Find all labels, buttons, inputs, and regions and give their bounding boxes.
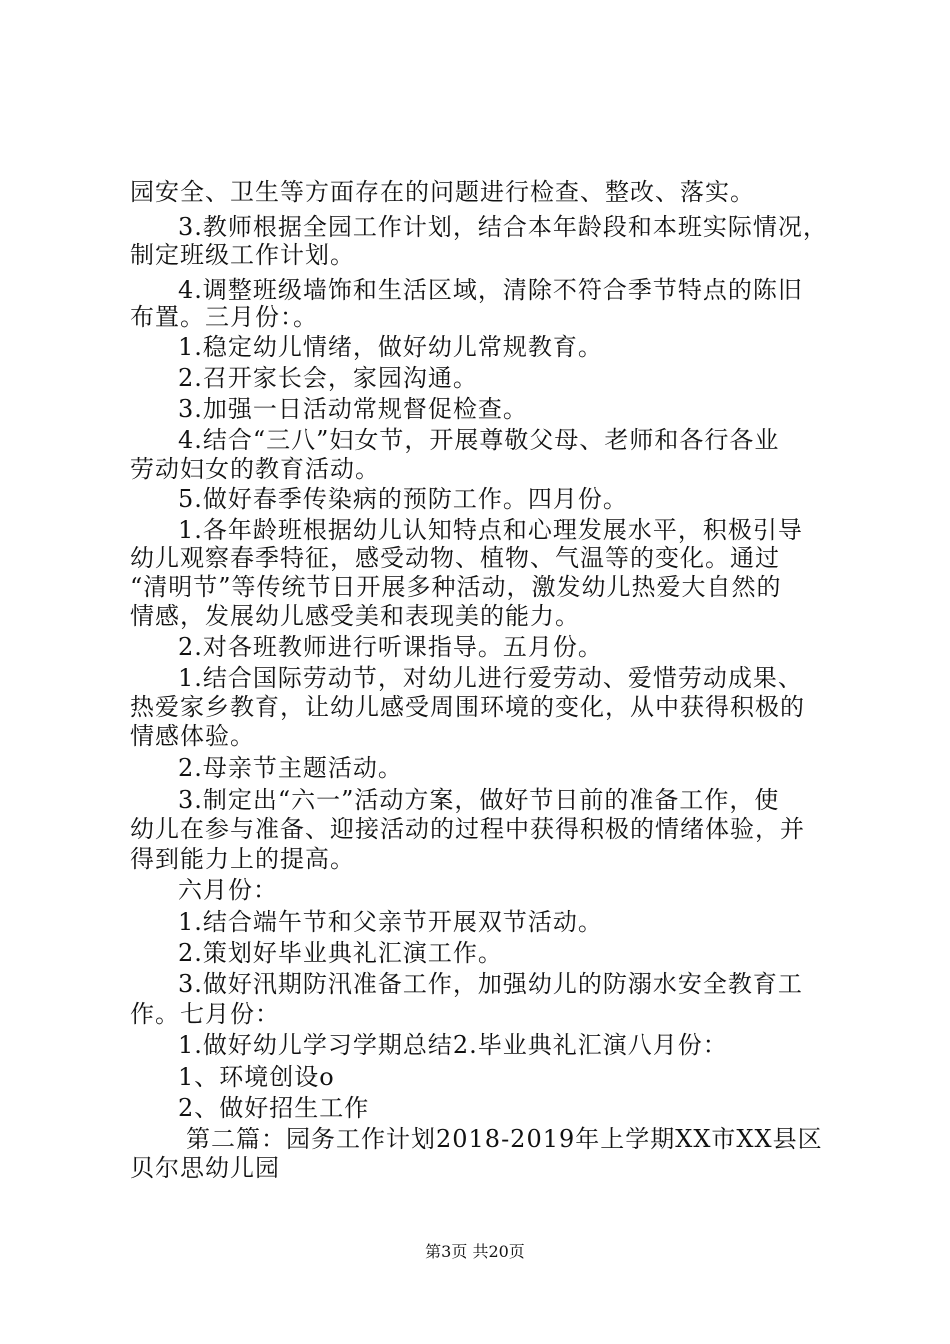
body-line: 3.做好汛期防汛准备工作，加强幼儿的防溺水安全教育工 — [178, 970, 803, 998]
body-line: 2.策划好毕业典礼汇演工作。 — [178, 939, 503, 967]
body-line: 六月份： — [178, 876, 278, 904]
body-line: 作。七月份： — [130, 1000, 280, 1028]
body-line: 1、环境创设o — [178, 1063, 335, 1091]
body-line: 2.对各班教师进行听课指导。五月份。 — [178, 633, 603, 661]
body-line: 制定班级工作计划。 — [130, 241, 355, 269]
body-line: 2.召开家长会，家园沟通。 — [178, 364, 478, 392]
body-line: 得到能力上的提高。 — [130, 845, 355, 873]
body-line: 幼儿观察春季特征，感受动物、植物、气温等的变化。通过 — [130, 544, 780, 572]
page-number-footer: 第3页 共20页 — [425, 1242, 525, 1261]
section-heading-continued: 贝尔思幼儿园 — [130, 1154, 280, 1182]
body-line: 5.做好春季传染病的预防工作。四月份。 — [178, 485, 628, 513]
body-line: 热爱家乡教育，让幼儿感受周围环境的变化，从中获得积极的 — [130, 693, 805, 721]
body-line: 4.结合“三八”妇女节，开展尊敬父母、老师和各行各业 — [178, 426, 780, 454]
body-line: 3.教师根据全园工作计划，结合本年龄段和本班实际情况， — [178, 213, 828, 241]
body-line: 4.调整班级墙饰和生活区域，清除不符合季节特点的陈旧 — [178, 276, 803, 304]
body-line: 3.制定出“六一”活动方案，做好节日前的准备工作，使 — [178, 786, 780, 814]
body-line: 3.加强一日活动常规督促检查。 — [178, 395, 528, 423]
section-heading: 第二篇：园务工作计划2018-2019年上学期XX市XX县区 — [186, 1125, 823, 1153]
body-line: 园安全、卫生等方面存在的问题进行检查、整改、落实。 — [130, 178, 755, 206]
body-line: 布置。三月份：。 — [130, 303, 318, 331]
body-line: 幼儿在参与准备、迎接活动的过程中获得积极的情绪体验，并 — [130, 815, 805, 843]
body-line: 1.做好幼儿学习学期总结2.毕业典礼汇演八月份： — [178, 1031, 728, 1059]
body-line: 情感体验。 — [130, 722, 255, 750]
body-line: 1.稳定幼儿情绪，做好幼儿常规教育。 — [178, 333, 603, 361]
body-line: 2.母亲节主题活动。 — [178, 754, 403, 782]
body-line: 劳动妇女的教育活动。 — [130, 455, 380, 483]
body-line: 1.结合端午节和父亲节开展双节活动。 — [178, 908, 603, 936]
body-line: 情感，发展幼儿感受美和表现美的能力。 — [130, 602, 580, 630]
body-line: 1.各年龄班根据幼儿认知特点和心理发展水平，积极引导 — [178, 516, 803, 544]
body-line: 2、做好招生工作 — [178, 1094, 370, 1122]
body-line: “清明节”等传统节日开展多种活动，激发幼儿热爱大自然的 — [130, 573, 782, 601]
body-line: 1.结合国际劳动节，对幼儿进行爱劳动、爱惜劳动成果、 — [178, 664, 803, 692]
